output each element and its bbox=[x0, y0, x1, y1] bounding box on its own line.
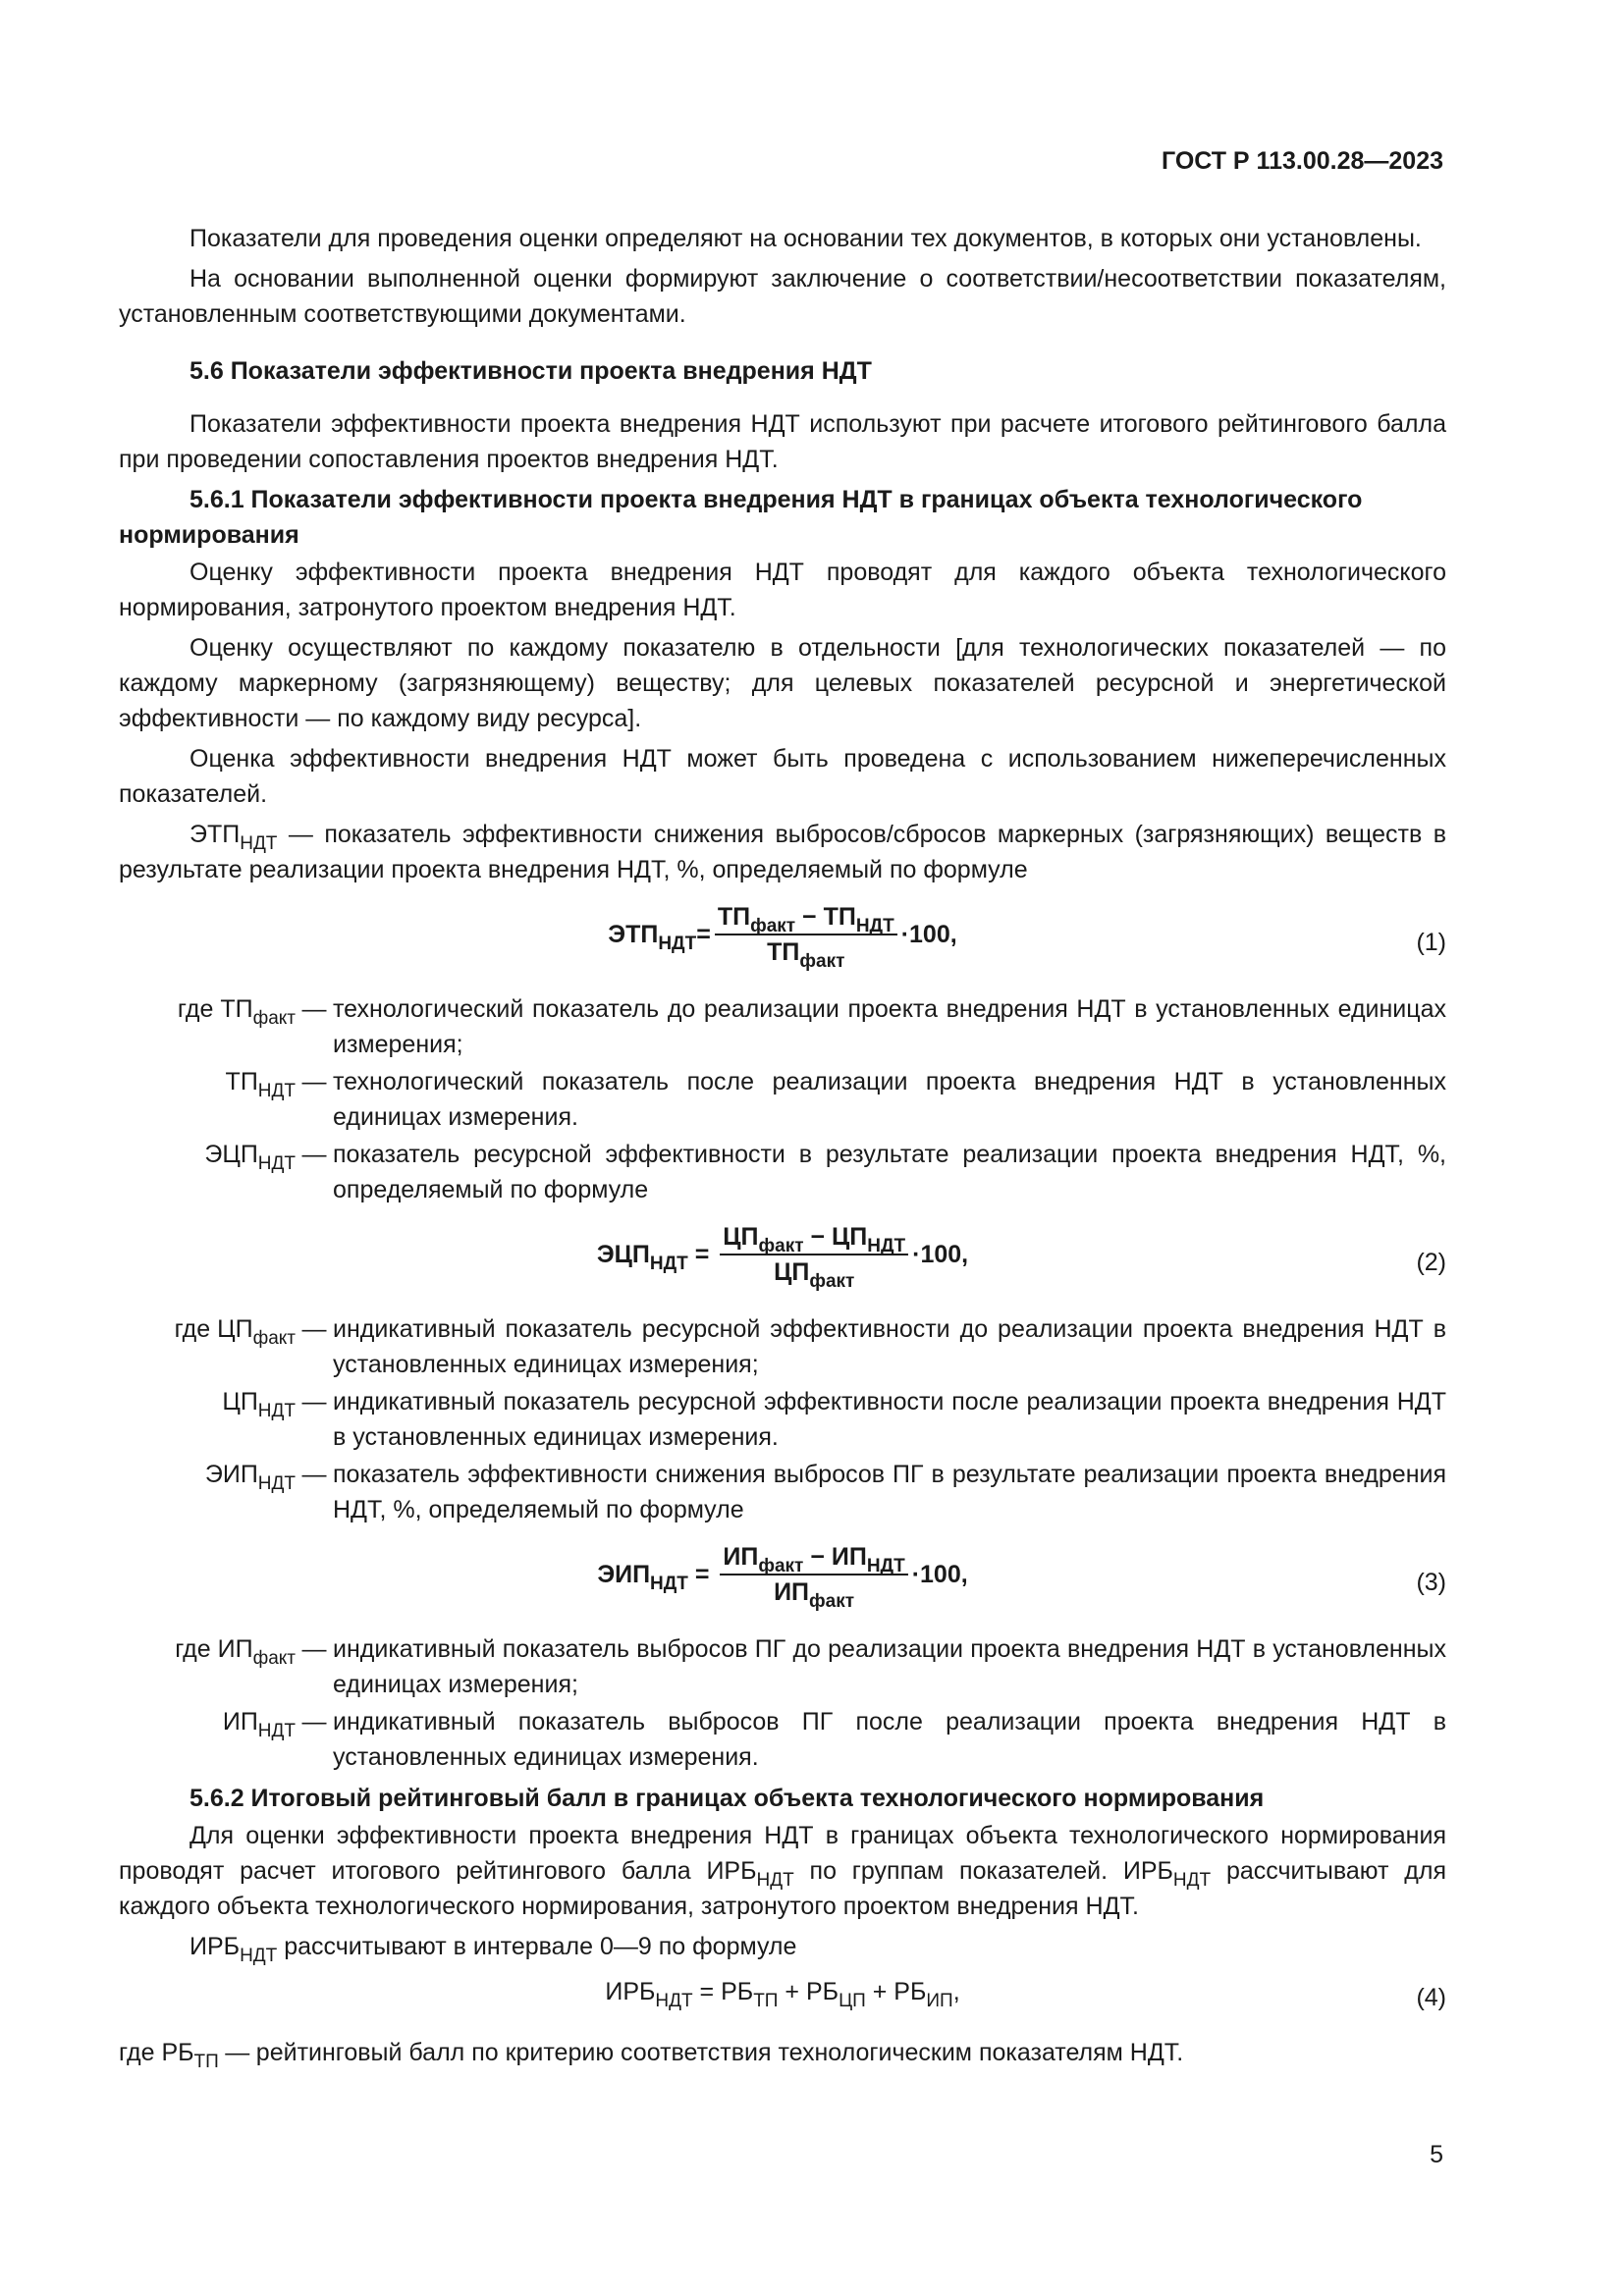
formula-1 bbox=[119, 901, 1446, 982]
fraction-numerator: $ЦП_{факт} - ЦП_{НДТ}$ bbox=[720, 1221, 908, 1255]
paragraph-text: — показатель эффективности снижения выбросов/сбросов маркерных (загрязняющих) веществ в результате реализации проекта внедрения НДТ, %, определяемый по формуле bbox=[119, 821, 1446, 883]
definition-term: где $ЦП_{факт}$ bbox=[174, 1315, 296, 1349]
paragraph: На основании выполненной оценки формируют заключение о соответствии/несоответствии показателям, установленным соответствующими документами. bbox=[119, 265, 1446, 328]
formula-term: $РБ_{ТП}$ bbox=[721, 1978, 779, 2011]
definition-term: $ЭИП_{НДТ}$ bbox=[204, 1461, 296, 1494]
formula-multiplier: ·100, bbox=[900, 921, 957, 948]
fraction-numerator: $ИП_{факт} - ИП_{НДТ}$ bbox=[720, 1541, 907, 1575]
formula-number: (1) bbox=[1416, 929, 1446, 956]
paragraph: Оценка эффективности внедрения НДТ может быть проведена с использованием нижеперечисленных показателей. bbox=[119, 745, 1446, 808]
definition-list-2 bbox=[119, 1311, 1446, 1527]
definition-dash: — bbox=[301, 1068, 327, 1095]
definition-text: индикативный показатель ресурсной эффективности до реализации проекта внедрения НДТ в установленных единицах измерения; bbox=[333, 1315, 1446, 1378]
definition-dash: — bbox=[301, 1388, 327, 1415]
paragraph: Показатели для проведения оценки определяют на основании тех документов, в которых они установлены. bbox=[189, 225, 1422, 252]
formula-fraction bbox=[720, 1541, 907, 1612]
definition-item bbox=[119, 1631, 1446, 1702]
formula-equals: = bbox=[696, 921, 711, 948]
definition-dash: — bbox=[225, 2039, 250, 2066]
definition-item bbox=[119, 1704, 1446, 1775]
formula-fraction bbox=[720, 1221, 908, 1292]
definition-list-4 bbox=[119, 2035, 1446, 2070]
fraction-numerator: $ТП_{факт} - ТП_{НДТ}$ bbox=[715, 901, 897, 935]
paragraph-irb: Для оценки эффективности проекта внедрения НДТ в границах объекта технологического нормирования проводят расчет итогового рейтингового балла $ИРБ_{НДТ}$ по группам показателей. $ИРБ_{НДТ}$ рассчитывают для каждого объекта технологического нормирования, затронутого проектом внедрения НДТ. bbox=[119, 1822, 1446, 1920]
definition-dash: — bbox=[301, 1461, 327, 1488]
formula-2 bbox=[119, 1221, 1446, 1302]
definition-dash: — bbox=[301, 1708, 327, 1735]
formula-lhs: $ЭТП_{НДТ}$ bbox=[608, 921, 697, 954]
definition-item bbox=[119, 1384, 1446, 1455]
definition-list-3 bbox=[119, 1631, 1446, 1775]
definition-item bbox=[119, 991, 1446, 1062]
paragraph: Оценку эффективности проекта внедрения НДТ проводят для каждого объекта технологического нормирования, затронутого проектом внедрения НДТ. bbox=[119, 559, 1446, 621]
term-subscript: НДТ bbox=[240, 833, 278, 854]
formula-lhs: $ИРБ_{НДТ}$ bbox=[605, 1978, 693, 2011]
formula-number: (4) bbox=[1416, 1984, 1446, 2011]
fraction-denominator: $ЦП_{факт}$ bbox=[774, 1258, 855, 1292]
definition-item bbox=[119, 1064, 1446, 1135]
fraction-denominator: $ТП_{факт}$ bbox=[767, 938, 845, 972]
definition-term: где $ТП_{факт}$ bbox=[177, 995, 296, 1029]
definition-dash: — bbox=[301, 1315, 327, 1343]
term: ЭТП bbox=[189, 821, 241, 848]
definition-text: технологический показатель после реализации проекта внедрения НДТ в установленных единицах измерения. bbox=[333, 1068, 1446, 1131]
definition-term: где $РБ_{ТП}$ bbox=[119, 2039, 219, 2072]
formula-number: (2) bbox=[1416, 1249, 1446, 1276]
document-body bbox=[119, 221, 1446, 2076]
definition-term: $ИП_{НДТ}$ bbox=[222, 1708, 296, 1741]
definition-text: индикативный показатель ресурсной эффективности после реализации проекта внедрения НДТ в установленных единицах измерения. bbox=[333, 1388, 1446, 1451]
formula-4: $ИРБ_{НДТ}$ = $РБ_{ТП}$ + $РБ_{ЦП}$ + $РБ_{ИП}$ , (4) bbox=[119, 1974, 1446, 2023]
definition-dash: — bbox=[301, 1635, 327, 1663]
definition-dash: — bbox=[301, 1141, 327, 1168]
formula-number: (3) bbox=[1416, 1569, 1446, 1596]
definition-item bbox=[119, 1457, 1446, 1527]
formula-multiplier: ·100, bbox=[912, 1241, 969, 1268]
definition-term: $ЦП_{НДТ}$ bbox=[222, 1388, 296, 1421]
formula-3 bbox=[119, 1541, 1446, 1622]
formula-equals: = bbox=[687, 1561, 717, 1588]
definition-item bbox=[119, 1137, 1446, 1207]
fraction-denominator: $ИП_{факт}$ bbox=[774, 1578, 855, 1612]
formula-multiplier: ·100, bbox=[911, 1561, 968, 1588]
paragraph-irb-range: $ИРБ_{НДТ}$ рассчитывают в интервале 0—9 по формуле bbox=[189, 1933, 797, 1966]
definition-text: индикативный показатель выбросов ПГ до реализации проекта внедрения НДТ в установленных единицах измерения; bbox=[333, 1635, 1446, 1698]
definition-text: показатель ресурсной эффективности в результате реализации проекта внедрения НДТ, %, определяемый по формуле bbox=[333, 1141, 1446, 1203]
formula-term: $РБ_{ИП}$ bbox=[893, 1978, 953, 2011]
definition-term: где $ИП_{факт}$ bbox=[175, 1635, 296, 1669]
page-number: 5 bbox=[1430, 2141, 1443, 2168]
formula-lhs: $ЭЦП_{НДТ}$ bbox=[596, 1241, 688, 1274]
definition-text: индикативный показатель выбросов ПГ после реализации проекта внедрения НДТ в установленных единицах измерения. bbox=[333, 1708, 1446, 1771]
definition-dash: — bbox=[301, 995, 327, 1023]
definition-text: рейтинговый балл по критерию соответствия технологическим показателям НДТ. bbox=[255, 2039, 1184, 2066]
definition-item bbox=[119, 1311, 1446, 1382]
paragraph-etp-definition bbox=[119, 817, 1446, 887]
definition-item bbox=[119, 2035, 1446, 2070]
formula-equals: = bbox=[687, 1241, 717, 1268]
section-heading-5-6-1: 5.6.1 Показатели эффективности проекта внедрения НДТ в границах объекта технологического нормирования bbox=[119, 486, 1363, 549]
formula-equals: = bbox=[692, 1978, 722, 2005]
section-heading-5-6: 5.6 Показатели эффективности проекта внедрения НДТ bbox=[189, 357, 872, 385]
definition-term: $ТП_{НДТ}$ bbox=[225, 1068, 296, 1101]
definition-term: $ЭЦП_{НДТ}$ bbox=[204, 1141, 296, 1174]
paragraph: Показатели эффективности проекта внедрения НДТ используют при расчете итогового рейтингового балла при проведении сопоставления проектов внедрения НДТ. bbox=[119, 410, 1446, 473]
paragraph: Оценку осуществляют по каждому показателю в отдельности [для технологических показателей — по каждому маркерному (загрязняющему) веществу; для целевых показателей ресурсной и энергетической эффективности — по каждому виду ресурса]. bbox=[119, 634, 1446, 732]
formula-lhs: $ЭИП_{НДТ}$ bbox=[597, 1561, 688, 1594]
definition-text: показатель эффективности снижения выбросов ПГ в результате реализации проекта внедрения НДТ, %, определяемый по формуле bbox=[333, 1461, 1446, 1523]
document-code: ГОСТ Р 113.00.28—2023 bbox=[1161, 147, 1443, 175]
formula-term: $РБ_{ЦП}$ bbox=[805, 1978, 866, 2011]
section-heading-5-6-2: 5.6.2 Итоговый рейтинговый балл в границах объекта технологического нормирования bbox=[189, 1785, 1265, 1812]
definition-list-1 bbox=[119, 991, 1446, 1207]
definition-text: технологический показатель до реализации проекта внедрения НДТ в установленных единицах измерения; bbox=[333, 995, 1446, 1058]
formula-fraction bbox=[715, 901, 897, 972]
